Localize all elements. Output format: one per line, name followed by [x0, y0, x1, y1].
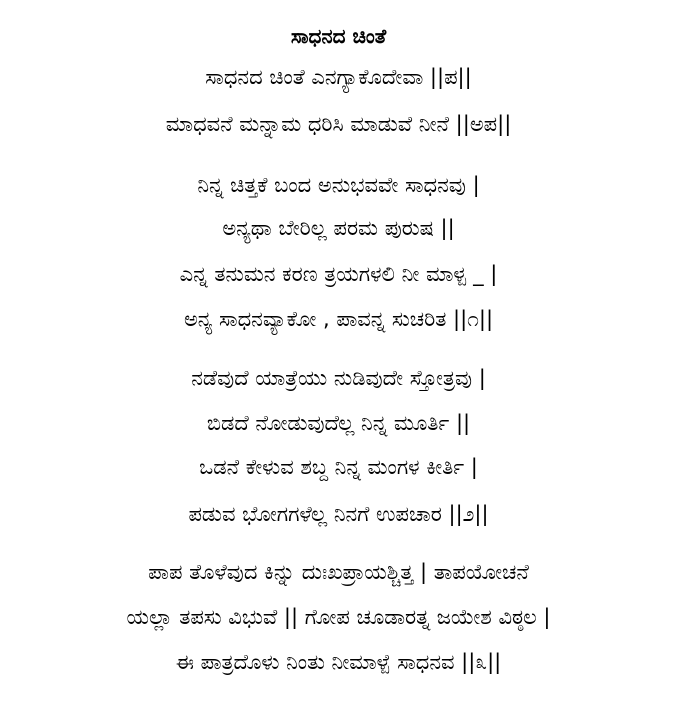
stanza-2-line-2: ಬಿಡದೆ ನೋಡುವುದೆಲ್ಲ ನಿನ್ನ ಮೂರ್ತಿ || — [206, 411, 471, 435]
stanza-3-line-3: ಈ ಪಾತ್ರದೊಳು ನಿಂತು ನೀಮಾಳ್ಪೆ ಸಾಧನವ ||೩|| — [175, 650, 502, 674]
stanza-3-line-1: ಪಾಪ ತೊಳೆವುದ ಕಿನ್ನು ದುಃಖಪ್ರಾಯಶ್ಚಿತ್ತ | ತಾಪಯೋಚನೆ — [148, 560, 529, 584]
page-title: ಸಾಧನದ ಚಿಂತೆ — [290, 24, 387, 48]
stanza-2-line-1: ನಡೆವುದೆ ಯಾತ್ರೆಯು ನುಡಿವುದೇ ಸ್ತೋತ್ರವು | — [191, 366, 486, 390]
stanza-3-line-2: ಯಲ್ಲಾ ತಪಸು ವಿಭುವೆ || ಗೋಪ ಚೂಡಾರತ್ನ ಜಯೇಶ ವಿಠ್ಠಲ | — [126, 605, 551, 629]
stanza-1-line-1: ನಿನ್ನ ಚಿತ್ತಕೆ ಬಂದ ಅನುಭವವೇ ಸಾಧನವು | — [197, 173, 480, 197]
stanza-1-line-4: ಅನ್ಯ ಸಾಧನವ್ಯಾಕೋ , ಪಾವನ್ನ ಸುಚರಿತ ||೧|| — [183, 307, 494, 331]
stanza-2-line-3: ಒಡನೆ ಕೇಳುವ ಶಬ್ದ ನಿನ್ನ ಮಂಗಳ ಕೀರ್ತಿ | — [199, 455, 478, 479]
pallavi-line-1: ಸಾಧನದ ಚಿಂತೆ ಎನಗ್ಯಾಕೊದೇವಾ ||ಪ|| — [205, 65, 472, 89]
stanza-1-line-3: ಎನ್ನ ತನುಮನ ಕರಣ ತ್ರಯಗಳಲಿ ನೀ ಮಾಳ್ಪ _ | — [179, 262, 498, 286]
stanza-2-line-4: ಪಡುವ ಭೋಗಗಳೆಲ್ಲ ನಿನಗೆ ಉಪಚಾರ ||೨|| — [188, 502, 489, 526]
stanza-1-line-2: ಅನ್ಯಥಾ ಬೇರಿಲ್ಲ ಪರಮ ಪುರುಷ || — [222, 216, 455, 240]
anupallavi-line: ಮಾಧವನೆ ಮನ್ನಾಮ ಧರಿಸಿ ಮಾಡುವೆ ನೀನೆ ||ಅಪ|| — [165, 112, 512, 136]
